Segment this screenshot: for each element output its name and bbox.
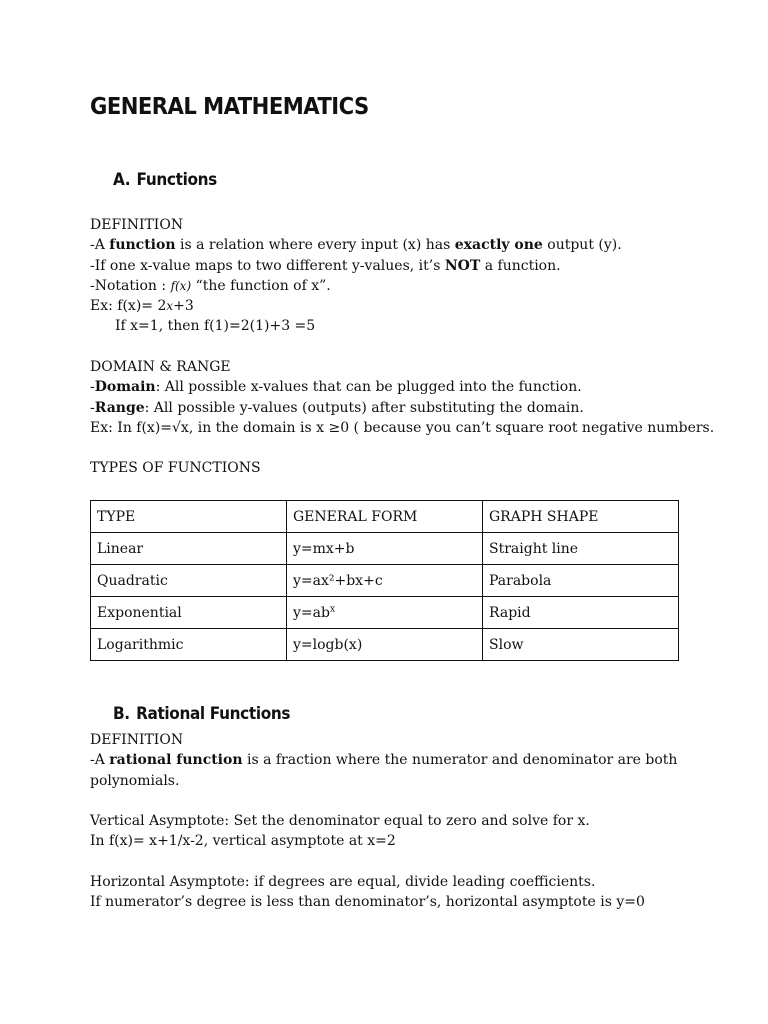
table-cell-shape: Rapid <box>483 597 679 629</box>
table-cell-shape: Slow <box>483 629 679 661</box>
vertical-asymptote-example: In f(x)= x+1/x-2, vertical asymptote at x=2 <box>90 833 396 850</box>
page-title: GENERAL MATHEMATICS <box>90 94 369 120</box>
table-header-cell: GRAPH SHAPE <box>483 501 679 533</box>
section-a-domain-range <box>90 357 715 438</box>
horizontal-asymptote-block <box>90 872 700 913</box>
table-header-cell: GENERAL FORM <box>287 501 483 533</box>
table-cell-shape: Parabola <box>483 565 679 597</box>
table-cell-form: y=mx+b <box>287 533 483 565</box>
function-types-table <box>90 500 679 661</box>
example-line-2: If x=1, then f(1)=2(1)+3 =5 <box>115 318 316 335</box>
range-line: -Range: All possible y-values (outputs) after substituting the domain. <box>90 399 584 416</box>
definition-heading: DEFINITION <box>90 732 184 748</box>
definition-heading: DEFINITION <box>90 217 184 233</box>
section-b-number: B. <box>113 704 130 724</box>
table-row <box>91 533 679 565</box>
table-header-row <box>91 501 679 533</box>
table-cell-type: Linear <box>91 533 287 565</box>
definition-line-1: -A function is a relation where every input (x) has exactly one output (y). <box>90 237 622 254</box>
table-header-cell: TYPE <box>91 501 287 533</box>
table-cell-form: y=logb(x) <box>287 629 483 661</box>
table-cell-shape: Straight line <box>483 533 679 565</box>
rational-definition-line: -A rational function is a fraction where the numerator and denominator are both polynomials. <box>90 752 678 789</box>
section-a-heading <box>113 170 217 190</box>
domain-line: -Domain: All possible x-values that can be plugged into the function. <box>90 379 582 396</box>
table-row <box>91 597 679 629</box>
table-cell-form: y=ax²+bx+c <box>287 565 483 597</box>
horizontal-asymptote-note: If numerator’s degree is less than denominator’s, horizontal asymptote is y=0 <box>90 894 645 911</box>
table-row <box>91 629 679 661</box>
section-a-definition <box>90 215 700 337</box>
section-b-heading <box>113 704 290 724</box>
domain-example-line: Ex: In f(x)=√x, in the domain is x ≥0 ( because you can’t square root negative numbers. <box>90 419 715 436</box>
notation-line: -Notation : f(x) “the function of x”. <box>90 277 331 294</box>
section-b-title: Rational Functions <box>136 704 291 724</box>
table-cell-type: Quadratic <box>91 565 287 597</box>
table-row <box>91 565 679 597</box>
vertical-asymptote-rule: Vertical Asymptote: Set the denominator equal to zero and solve for x. <box>90 813 590 829</box>
table-cell-form: $y=ab^x$ <box>287 597 483 629</box>
example-line-1: Ex: f(x)= 2x+3 <box>90 298 194 315</box>
vertical-asymptote-block <box>90 811 700 852</box>
section-b-definition <box>90 730 685 791</box>
types-heading: TYPES OF FUNCTIONS <box>90 460 261 476</box>
section-a-title: Functions <box>136 170 217 190</box>
horizontal-asymptote-rule: Horizontal Asymptote: if degrees are equal, divide leading coefficients. <box>90 874 596 890</box>
domain-range-heading: DOMAIN & RANGE <box>90 359 231 375</box>
table-cell-type: Logarithmic <box>91 629 287 661</box>
section-a-number: A. <box>113 170 131 190</box>
types-of-functions-heading-block <box>90 458 700 478</box>
definition-line-2: -If one x-value maps to two different y-values, it’s NOT a function. <box>90 257 561 274</box>
table-cell-type: Exponential <box>91 597 287 629</box>
